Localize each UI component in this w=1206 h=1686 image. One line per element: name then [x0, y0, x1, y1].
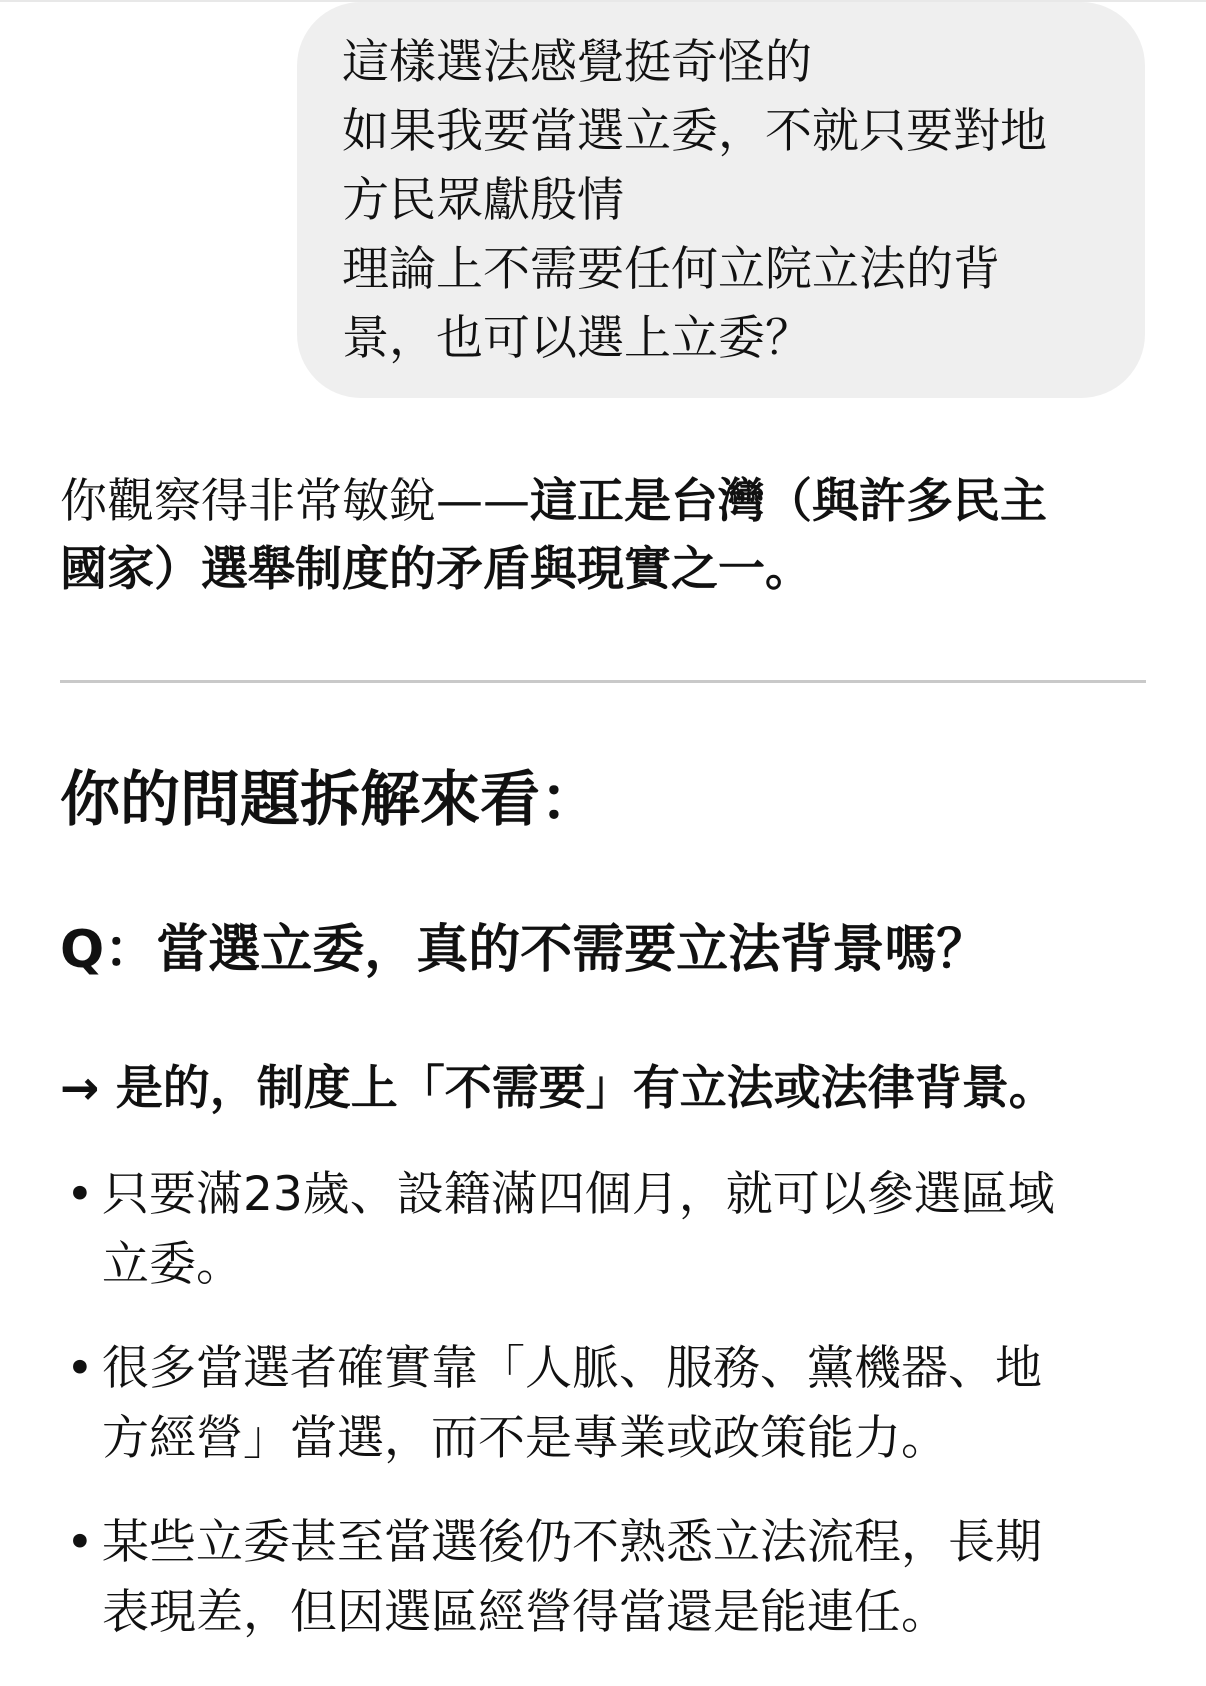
- bullet-dot: •: [66, 1515, 94, 1570]
- list-item: [60, 1508, 1160, 1648]
- assistant-reply-intro: [60, 468, 1150, 604]
- user-message-line: 方民眾獻殷情: [342, 173, 624, 228]
- bullet-list: [60, 1160, 1160, 1682]
- question-heading: Q：當選立委，真的不需要立法背景嗎？: [60, 920, 989, 980]
- user-message-line: 如果我要當選立委，不就只要對地: [342, 104, 1047, 159]
- list-item-line: 表現差，但因選區經營得當還是能連任。: [102, 1585, 948, 1640]
- list-item-line: 只要滿23歲、設籍滿四個月，就可以參選區域: [102, 1167, 1055, 1222]
- user-message-line: 這樣選法感覺挺奇怪的: [342, 35, 812, 90]
- user-message-bubble: [297, 2, 1145, 398]
- list-item-text: [102, 1334, 1160, 1474]
- list-item-text: [102, 1508, 1160, 1648]
- list-item-text: [102, 1160, 1160, 1300]
- list-item-line: 很多當選者確實靠「人脈、服務、黨機器、地: [102, 1341, 1042, 1396]
- reply-intro-bold: 這正是台灣（與許多民主: [530, 474, 1047, 529]
- bullet-dot: •: [66, 1167, 94, 1222]
- list-item-line: 某些立委甚至當選後仍不熟悉立法流程，長期: [102, 1515, 1042, 1570]
- list-item-line: 立委。: [102, 1237, 243, 1292]
- user-message-line: 理論上不需要任何立院立法的背: [342, 242, 1000, 297]
- bullet-dot: •: [66, 1341, 94, 1396]
- list-item-line: 方經營」當選，而不是專業或政策能力。: [102, 1411, 948, 1466]
- reply-intro-plain: 你觀察得非常敏銳——: [60, 474, 530, 529]
- section-heading: 你的問題拆解來看：: [60, 765, 600, 835]
- section-divider: [60, 680, 1146, 683]
- list-item: [60, 1160, 1160, 1300]
- list-item: [60, 1334, 1160, 1474]
- answer-line: → 是的，制度上「不需要」有立法或法律背景。: [60, 1061, 1056, 1116]
- user-message-line: 景，也可以選上立委？: [342, 311, 812, 366]
- reply-intro-bold-continued: 國家）選舉制度的矛盾與現實之一。: [60, 542, 812, 597]
